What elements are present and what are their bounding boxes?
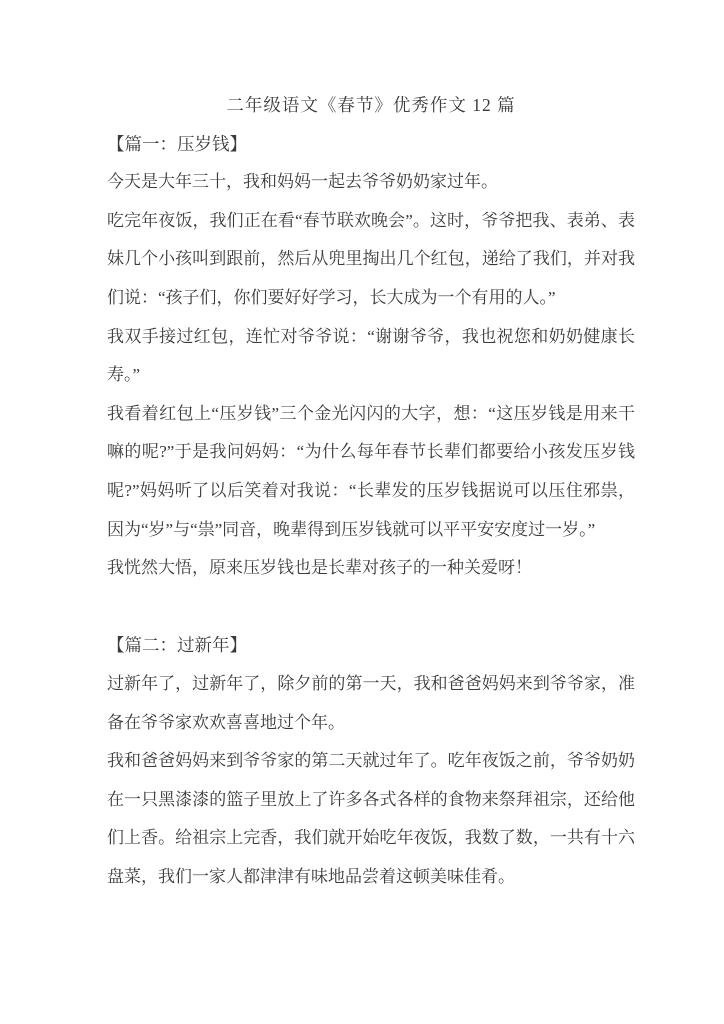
essay-section-two [107, 626, 635, 896]
essay-one-heading: 【篇一：压岁钱】 [107, 133, 247, 154]
document-content [107, 86, 635, 896]
document-title: 二年级语文《春节》优秀作文 12 篇 [226, 95, 516, 115]
essay-two-heading: 【篇二：过新年】 [107, 635, 247, 656]
essay-one-paragraph-1: 今天是大年三十，我和妈妈一起去爷爷奶奶家过年。 [107, 172, 498, 192]
essay-two-paragraph-1: 过新年了，过新年了，除夕前的第一天，我和爸爸妈妈来到爷爷家，准备在爷爷家欢欢喜喜地过个年。 [107, 673, 635, 732]
essay-one-paragraph-4: 我看着红包上“压岁钱”三个金光闪闪的大字，想：“这压岁钱是用来干嘛的呢?”于是我问妈妈：“为什么每年春节长辈们都要给小孩发压岁钱呢?”妈妈听了以后笑着对我说：“长辈发的压岁钱据说可以压住邪祟，因为“岁”与“祟”同音，晚辈得到压岁钱就可以平平安安度过一岁。” [107, 403, 635, 539]
essay-one-paragraph-3: 我双手接过红包，连忙对爷爷说：“谢谢爷爷，我也祝您和奶奶健康长寿。” [107, 326, 635, 385]
essay-one-paragraph-5: 我恍然大悟，原来压岁钱也是长辈对孩子的一种关爱呀！ [107, 558, 532, 578]
essay-one-paragraph-2: 吃完年夜饭，我们正在看“春节联欢晚会”。这时，爷爷把我、表弟、表妹几个小孩叫到跟前，然后从兜里掏出几个红包，递给了我们，并对我们说：“孩子们，你们要好好学习，长大成为一个有用的人。” [107, 210, 635, 307]
essay-section-one [107, 125, 635, 588]
essay-two-paragraph-2: 我和爸爸妈妈来到爷爷家的第二天就过年了。吃年夜饭之前，爷爷奶奶在一只黑漆漆的篮子里放上了许多各式各样的食物来祭拜祖宗，还给他们上香。给祖宗上完香，我们就开始吃年夜饭，我数了数，一共有十六盘菜，我们一家人都津津有味地品尝着这顿美味佳肴。 [107, 751, 635, 886]
